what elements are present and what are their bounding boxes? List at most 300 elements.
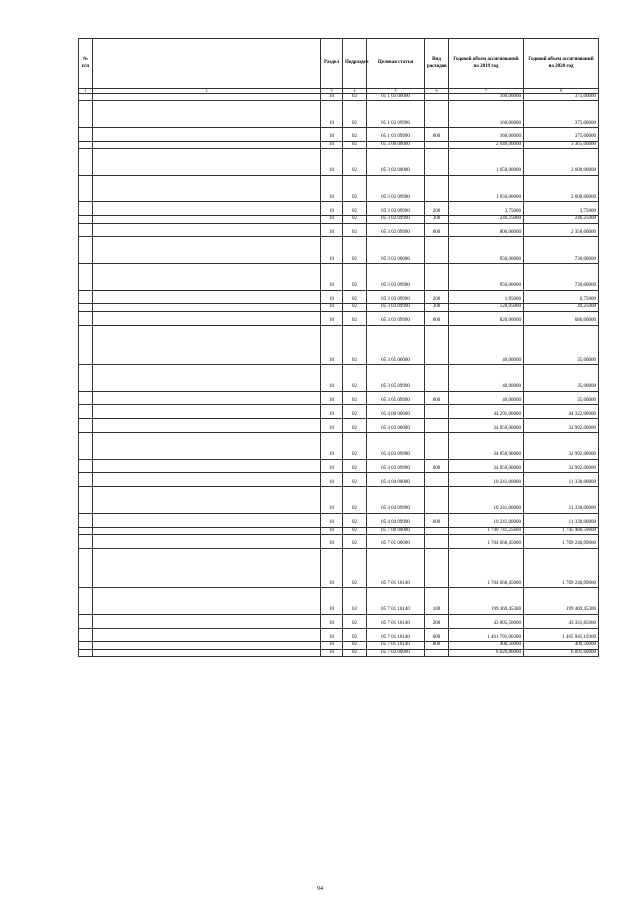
table-row xyxy=(79,94,599,101)
cell-target-article: 05 1 03 00000 xyxy=(367,94,425,101)
cell-amount-2020: 2 600,00000 xyxy=(524,175,599,202)
cell-amount-2019: 1 704 666,45600 xyxy=(449,534,524,548)
cell-amount-2020: 3 365,00000 xyxy=(524,141,599,148)
cell-razdel: 10 xyxy=(321,527,343,534)
cell-amount-2019: 34 050,00000 xyxy=(449,432,524,459)
cell-amount-2020: 730,00000 xyxy=(524,237,599,264)
cell-podrazdel: 02 xyxy=(343,642,367,649)
cell-name xyxy=(93,534,321,548)
cell-target-article: 05 7 01 00000 xyxy=(367,534,425,548)
cell-amount-2020: 680,00000 xyxy=(524,311,599,325)
cell-podrazdel: 02 xyxy=(343,237,367,264)
cell-amount-2019: 199 469,45300 xyxy=(449,588,524,615)
cell-name xyxy=(93,419,321,433)
cell-num xyxy=(79,642,93,649)
cell-name xyxy=(93,628,321,642)
cell-amount-2020: 2 350,00000 xyxy=(524,223,599,237)
cell-expense-type xyxy=(425,419,449,433)
cell-name xyxy=(93,263,321,290)
cell-podrazdel: 02 xyxy=(343,94,367,101)
cell-podrazdel: 02 xyxy=(343,588,367,615)
cell-amount-2019: 40,00000 xyxy=(449,325,524,364)
table-row xyxy=(79,149,599,176)
cell-num xyxy=(79,175,93,202)
cell-name xyxy=(93,304,321,311)
cell-num xyxy=(79,237,93,264)
column-number: 7 xyxy=(449,89,524,94)
cell-expense-type xyxy=(425,237,449,264)
cell-expense-type: 200 xyxy=(425,614,449,628)
cell-num xyxy=(79,364,93,391)
cell-name xyxy=(93,290,321,304)
column-number: 1 xyxy=(79,89,93,94)
cell-num xyxy=(79,128,93,142)
cell-amount-2020: 1 745 486,59600 xyxy=(524,527,599,534)
cell-expense-type: 600 xyxy=(425,311,449,325)
cell-amount-2020: 35,00000 xyxy=(524,391,599,405)
cell-amount-2020: 44 322,00000 xyxy=(524,405,599,419)
header-podrazdel: Подраздел xyxy=(343,39,367,89)
cell-name xyxy=(93,141,321,148)
cell-razdel: 10 xyxy=(321,325,343,364)
cell-target-article: 05 1 03 09990 xyxy=(367,101,425,128)
cell-expense-type xyxy=(425,149,449,176)
cell-expense-type xyxy=(425,364,449,391)
column-number: 2 xyxy=(93,89,321,94)
cell-name xyxy=(93,202,321,216)
table-row xyxy=(79,642,599,649)
cell-expense-type: 600 xyxy=(425,128,449,142)
cell-name xyxy=(93,128,321,142)
cell-num xyxy=(79,588,93,615)
cell-podrazdel: 02 xyxy=(343,325,367,364)
cell-target-article: 05 7 01 10140 xyxy=(367,642,425,649)
cell-expense-type xyxy=(425,649,449,656)
cell-amount-2020: 35,00000 xyxy=(524,364,599,391)
cell-name xyxy=(93,432,321,459)
cell-target-article: 05 1 03 09990 xyxy=(367,128,425,142)
cell-podrazdel: 02 xyxy=(343,548,367,587)
cell-target-article: 05 7 01 10140 xyxy=(367,588,425,615)
table-row xyxy=(79,311,599,325)
cell-razdel: 10 xyxy=(321,94,343,101)
cell-razdel: 10 xyxy=(321,175,343,202)
table-row xyxy=(79,263,599,290)
cell-podrazdel: 02 xyxy=(343,141,367,148)
cell-amount-2020: 1 709 246,99600 xyxy=(524,534,599,548)
cell-num xyxy=(79,391,93,405)
cell-amount-2019: 1 740 741,25600 xyxy=(449,527,524,534)
cell-target-article: 05 3 05 09990 xyxy=(367,391,425,405)
cell-podrazdel: 02 xyxy=(343,628,367,642)
cell-expense-type xyxy=(425,432,449,459)
cell-target-article: 05 4 03 09990 xyxy=(367,432,425,459)
cell-name xyxy=(93,149,321,176)
cell-name xyxy=(93,94,321,101)
cell-num xyxy=(79,101,93,128)
cell-podrazdel: 02 xyxy=(343,101,367,128)
cell-razdel: 10 xyxy=(321,459,343,473)
cell-target-article: 05 4 03 00000 xyxy=(367,419,425,433)
cell-num xyxy=(79,149,93,176)
cell-amount-2019: 160,00000 xyxy=(449,94,524,101)
cell-podrazdel: 02 xyxy=(343,473,367,487)
cell-amount-2020: 11 330,00000 xyxy=(524,487,599,514)
cell-expense-type: 100 xyxy=(425,588,449,615)
cell-amount-2019: 950,00000 xyxy=(449,263,524,290)
cell-podrazdel: 02 xyxy=(343,202,367,216)
cell-target-article: 05 3 02 00000 xyxy=(367,149,425,176)
cell-target-article: 05 3 05 00000 xyxy=(367,325,425,364)
cell-amount-2019: 44 291,00000 xyxy=(449,405,524,419)
cell-num xyxy=(79,513,93,527)
cell-name xyxy=(93,614,321,628)
cell-podrazdel: 02 xyxy=(343,311,367,325)
cell-razdel: 10 xyxy=(321,614,343,628)
cell-num xyxy=(79,94,93,101)
cell-expense-type xyxy=(425,325,449,364)
cell-amount-2020: 400,50000 xyxy=(524,642,599,649)
cell-podrazdel: 02 xyxy=(343,649,367,656)
table-row xyxy=(79,391,599,405)
cell-amount-2020: 43 331,85000 xyxy=(524,614,599,628)
cell-name xyxy=(93,216,321,223)
cell-amount-2020: 1 709 246,99600 xyxy=(524,548,599,587)
cell-amount-2019: 40,00000 xyxy=(449,364,524,391)
cell-num xyxy=(79,419,93,433)
cell-expense-type: 600 xyxy=(425,628,449,642)
cell-name xyxy=(93,642,321,649)
cell-amount-2019: 10 241,00000 xyxy=(449,487,524,514)
cell-target-article: 05 4 04 09990 xyxy=(367,513,425,527)
cell-expense-type xyxy=(425,141,449,148)
table-row xyxy=(79,405,599,419)
cell-amount-2020: 11 330,00000 xyxy=(524,473,599,487)
cell-num xyxy=(79,325,93,364)
header-expense-type: Вид расходов xyxy=(425,39,449,89)
cell-name xyxy=(93,649,321,656)
cell-podrazdel: 02 xyxy=(343,405,367,419)
cell-name xyxy=(93,588,321,615)
cell-num xyxy=(79,473,93,487)
cell-amount-2019: 950,00000 xyxy=(449,237,524,264)
cell-num xyxy=(79,432,93,459)
cell-expense-type xyxy=(425,487,449,514)
cell-amount-2020: 375,00000 xyxy=(524,101,599,128)
cell-expense-type xyxy=(425,101,449,128)
cell-name xyxy=(93,548,321,587)
table-row xyxy=(79,527,599,534)
cell-target-article: 05 4 04 00000 xyxy=(367,473,425,487)
cell-podrazdel: 02 xyxy=(343,419,367,433)
table-row xyxy=(79,141,599,148)
cell-expense-type: 600 xyxy=(425,459,449,473)
cell-amount-2019: 1 704 666,45600 xyxy=(449,548,524,587)
cell-target-article: 05 3 03 00000 xyxy=(367,237,425,264)
table-row xyxy=(79,128,599,142)
cell-podrazdel: 02 xyxy=(343,364,367,391)
cell-target-article: 05 7 01 10140 xyxy=(367,614,425,628)
cell-razdel: 10 xyxy=(321,405,343,419)
cell-amount-2019: 800,00000 xyxy=(449,223,524,237)
table-row xyxy=(79,364,599,391)
table-row xyxy=(79,548,599,587)
cell-razdel: 10 xyxy=(321,128,343,142)
cell-target-article: 05 7 01 10140 xyxy=(367,628,425,642)
cell-num xyxy=(79,405,93,419)
cell-target-article: 05 3 02 09990 xyxy=(367,223,425,237)
cell-amount-2020: 6 891,60000 xyxy=(524,649,599,656)
table-row xyxy=(79,216,599,223)
cell-amount-2019: 6 626,80000 xyxy=(449,649,524,656)
table-header-row xyxy=(79,39,599,89)
cell-amount-2019: 160,00000 xyxy=(449,101,524,128)
cell-podrazdel: 02 xyxy=(343,175,367,202)
cell-target-article: 05 7 01 10140 xyxy=(367,548,425,587)
cell-amount-2020: 32 992,00000 xyxy=(524,432,599,459)
cell-podrazdel: 02 xyxy=(343,304,367,311)
cell-expense-type xyxy=(425,405,449,419)
cell-target-article: 05 3 03 09990 xyxy=(367,304,425,311)
cell-target-article: 05 4 03 09990 xyxy=(367,459,425,473)
cell-amount-2019: 160,00000 xyxy=(449,128,524,142)
cell-razdel: 10 xyxy=(321,101,343,128)
cell-expense-type xyxy=(425,94,449,101)
cell-podrazdel: 02 xyxy=(343,216,367,223)
cell-razdel: 10 xyxy=(321,473,343,487)
cell-num xyxy=(79,290,93,304)
cell-podrazdel: 02 xyxy=(343,149,367,176)
cell-amount-2019: 10 241,00000 xyxy=(449,473,524,487)
cell-num xyxy=(79,614,93,628)
cell-expense-type xyxy=(425,534,449,548)
cell-target-article: 05 3 02 09990 xyxy=(367,175,425,202)
cell-razdel: 10 xyxy=(321,628,343,642)
document-page xyxy=(78,38,598,657)
cell-name xyxy=(93,364,321,391)
cell-num xyxy=(79,534,93,548)
cell-razdel: 10 xyxy=(321,149,343,176)
cell-razdel: 10 xyxy=(321,141,343,148)
column-number: 8 xyxy=(524,89,599,94)
table-row xyxy=(79,588,599,615)
cell-amount-2019: 400,50000 xyxy=(449,642,524,649)
cell-target-article: 05 3 02 09990 xyxy=(367,202,425,216)
cell-podrazdel: 02 xyxy=(343,128,367,142)
cell-name xyxy=(93,405,321,419)
table-row xyxy=(79,432,599,459)
cell-amount-2020: 49,25000 xyxy=(524,304,599,311)
cell-amount-2020: 375,00000 xyxy=(524,128,599,142)
cell-num xyxy=(79,202,93,216)
cell-razdel: 10 xyxy=(321,548,343,587)
table-row xyxy=(79,101,599,128)
cell-amount-2020: 3,75000 xyxy=(524,202,599,216)
cell-num xyxy=(79,223,93,237)
cell-expense-type: 600 xyxy=(425,223,449,237)
cell-target-article: 05 3 03 09990 xyxy=(367,311,425,325)
cell-podrazdel: 02 xyxy=(343,223,367,237)
cell-target-article: 05 4 04 09990 xyxy=(367,487,425,514)
cell-razdel: 10 xyxy=(321,391,343,405)
cell-num xyxy=(79,263,93,290)
cell-name xyxy=(93,237,321,264)
cell-name xyxy=(93,459,321,473)
cell-amount-2020: 32 992,00000 xyxy=(524,419,599,433)
cell-razdel: 10 xyxy=(321,364,343,391)
cell-amount-2019: 1 461 791,00300 xyxy=(449,628,524,642)
cell-amount-2019: 1 050,00000 xyxy=(449,175,524,202)
cell-podrazdel: 02 xyxy=(343,432,367,459)
cell-amount-2019: 10 241,00000 xyxy=(449,513,524,527)
cell-num xyxy=(79,311,93,325)
table-row xyxy=(79,614,599,628)
column-number: 6 xyxy=(425,89,449,94)
table-row xyxy=(79,473,599,487)
cell-podrazdel: 02 xyxy=(343,534,367,548)
cell-num xyxy=(79,487,93,514)
cell-razdel: 10 xyxy=(321,202,343,216)
header-target-article: Целевая статья xyxy=(367,39,425,89)
cell-podrazdel: 02 xyxy=(343,527,367,534)
cell-razdel: 10 xyxy=(321,419,343,433)
cell-target-article: 05 4 00 00000 xyxy=(367,405,425,419)
cell-podrazdel: 02 xyxy=(343,391,367,405)
cell-name xyxy=(93,473,321,487)
cell-target-article: 05 7 02 00000 xyxy=(367,649,425,656)
cell-amount-2019: 40,00000 xyxy=(449,391,524,405)
cell-amount-2020: 730,00000 xyxy=(524,263,599,290)
header-num: № п/п xyxy=(79,39,93,89)
cell-expense-type xyxy=(425,263,449,290)
cell-amount-2020: 199 469,45300 xyxy=(524,588,599,615)
table-row xyxy=(79,649,599,656)
cell-amount-2019: 246,25000 xyxy=(449,216,524,223)
cell-target-article: 05 3 05 09990 xyxy=(367,364,425,391)
table-row xyxy=(79,325,599,364)
cell-amount-2020: 0,75000 xyxy=(524,290,599,304)
cell-amount-2020: 35,00000 xyxy=(524,325,599,364)
cell-expense-type xyxy=(425,548,449,587)
cell-expense-type xyxy=(425,473,449,487)
cell-amount-2020: 11 330,00000 xyxy=(524,513,599,527)
cell-target-article: 05 7 00 00000 xyxy=(367,527,425,534)
cell-num xyxy=(79,527,93,534)
table-row xyxy=(79,175,599,202)
table-row xyxy=(79,419,599,433)
cell-podrazdel: 02 xyxy=(343,487,367,514)
table-row xyxy=(79,487,599,514)
column-number: 5 xyxy=(367,89,425,94)
cell-num xyxy=(79,304,93,311)
cell-target-article: 05 3 03 09990 xyxy=(367,290,425,304)
cell-num xyxy=(79,649,93,656)
cell-num xyxy=(79,459,93,473)
cell-podrazdel: 02 xyxy=(343,263,367,290)
cell-razdel: 10 xyxy=(321,513,343,527)
cell-podrazdel: 02 xyxy=(343,614,367,628)
cell-amount-2020: 2 600,00000 xyxy=(524,149,599,176)
cell-name xyxy=(93,175,321,202)
cell-amount-2019: 128,05000 xyxy=(449,304,524,311)
cell-num xyxy=(79,628,93,642)
cell-amount-2019: 2 040,00000 xyxy=(449,141,524,148)
cell-num xyxy=(79,141,93,148)
budget-table xyxy=(78,38,599,657)
page-number: 94 xyxy=(317,886,323,892)
table-row xyxy=(79,223,599,237)
cell-name xyxy=(93,527,321,534)
cell-target-article: 05 3 02 09990 xyxy=(367,216,425,223)
table-row xyxy=(79,459,599,473)
cell-amount-2020: 375,00000 xyxy=(524,94,599,101)
cell-razdel: 10 xyxy=(321,534,343,548)
table-row xyxy=(79,202,599,216)
cell-num xyxy=(79,216,93,223)
header-name xyxy=(93,39,321,89)
cell-razdel: 10 xyxy=(321,263,343,290)
cell-amount-2019: 34 050,00000 xyxy=(449,419,524,433)
table-row xyxy=(79,290,599,304)
cell-amount-2019: 820,00000 xyxy=(449,311,524,325)
cell-expense-type: 800 xyxy=(425,642,449,649)
cell-target-article: 05 3 03 09990 xyxy=(367,263,425,290)
cell-amount-2019: 1 050,00000 xyxy=(449,149,524,176)
cell-amount-2019: 43 005,50000 xyxy=(449,614,524,628)
cell-target-article: 05 3 00 00000 xyxy=(367,141,425,148)
cell-razdel: 10 xyxy=(321,642,343,649)
cell-razdel: 10 xyxy=(321,290,343,304)
cell-expense-type xyxy=(425,527,449,534)
table-body xyxy=(79,94,599,657)
cell-name xyxy=(93,311,321,325)
cell-razdel: 10 xyxy=(321,216,343,223)
cell-amount-2020: 1 465 945,19300 xyxy=(524,628,599,642)
table-row xyxy=(79,534,599,548)
cell-expense-type xyxy=(425,175,449,202)
cell-name xyxy=(93,101,321,128)
table-row xyxy=(79,304,599,311)
cell-razdel: 10 xyxy=(321,588,343,615)
cell-amount-2019: 34 050,00000 xyxy=(449,459,524,473)
cell-name xyxy=(93,513,321,527)
header-razdel: Раздел xyxy=(321,39,343,89)
cell-razdel: 10 xyxy=(321,487,343,514)
cell-expense-type: 300 xyxy=(425,216,449,223)
cell-expense-type: 300 xyxy=(425,304,449,311)
cell-razdel: 10 xyxy=(321,237,343,264)
header-year-2020: Годовой объем ассигнований на 2020 год xyxy=(524,39,599,89)
cell-name xyxy=(93,325,321,364)
cell-expense-type: 200 xyxy=(425,202,449,216)
cell-razdel: 10 xyxy=(321,223,343,237)
table-row xyxy=(79,628,599,642)
cell-expense-type: 600 xyxy=(425,513,449,527)
cell-razdel: 10 xyxy=(321,311,343,325)
header-year-2019: Годовой объем ассигнований на 2019 год xyxy=(449,39,524,89)
cell-razdel: 10 xyxy=(321,649,343,656)
cell-amount-2020: 246,25000 xyxy=(524,216,599,223)
cell-expense-type: 600 xyxy=(425,391,449,405)
cell-podrazdel: 02 xyxy=(343,513,367,527)
cell-razdel: 10 xyxy=(321,432,343,459)
cell-razdel: 10 xyxy=(321,304,343,311)
cell-name xyxy=(93,223,321,237)
table-row xyxy=(79,237,599,264)
cell-num xyxy=(79,548,93,587)
cell-expense-type: 200 xyxy=(425,290,449,304)
cell-podrazdel: 02 xyxy=(343,459,367,473)
